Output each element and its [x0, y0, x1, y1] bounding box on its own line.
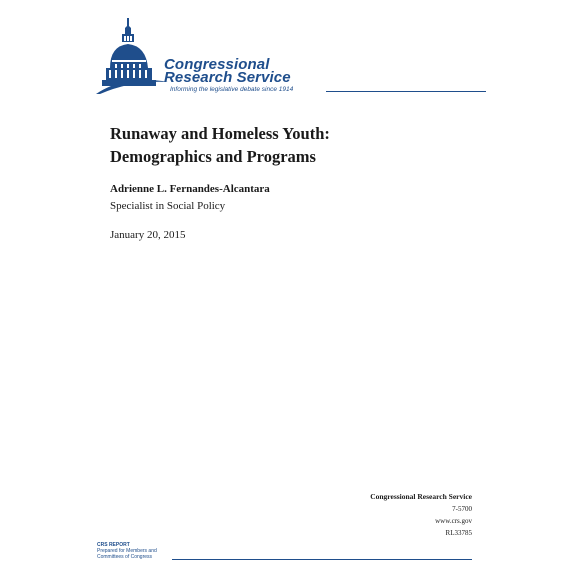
logo-tagline: Informing the legislative debate since 1914	[170, 86, 294, 93]
info-phone: 7-5700	[452, 505, 472, 513]
logo-name	[164, 58, 291, 84]
report-label-line3: Committees of Congress	[97, 554, 153, 560]
report-label-line2: Prepared for Members and	[97, 548, 157, 554]
crs-report-label	[97, 542, 157, 560]
title-line2: Demographics and Programs	[110, 147, 316, 166]
report-title	[110, 122, 330, 168]
title-line1: Runaway and Homeless Youth:	[110, 124, 330, 143]
bottom-divider	[172, 559, 472, 560]
report-info	[370, 491, 472, 539]
info-website[interactable]: www.crs.gov	[435, 517, 472, 525]
logo-name-line2: Research Service	[164, 69, 291, 86]
info-org: Congressional Research Service	[370, 492, 472, 501]
logo-name-line1: Congressional	[164, 56, 270, 73]
author-name: Adrienne L. Fernandes-Alcantara	[110, 183, 270, 195]
report-date: January 20, 2015	[110, 229, 186, 241]
crs-logo	[96, 16, 486, 96]
capitol-dome-icon	[96, 16, 170, 96]
author-role: Specialist in Social Policy	[110, 200, 226, 212]
info-report-number: RL33785	[445, 529, 472, 537]
report-label-line1: CRS REPORT	[97, 542, 130, 548]
logo-divider	[326, 91, 486, 92]
